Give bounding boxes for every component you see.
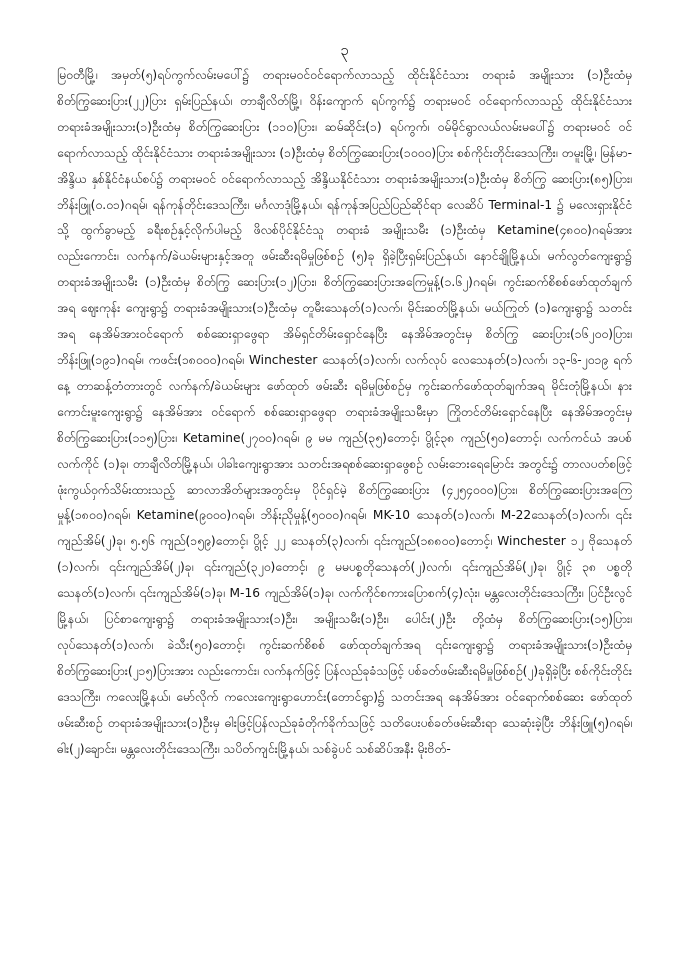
page-number: ၃ <box>340 41 349 59</box>
body-paragraph: မြဝတီမြို့၊ အမှတ်(၅)ရပ်ကွက်လမ်းမပေါ်၌ တရားမဝင်ဝင်ရောက်လာသည့် ထိုင်းနိုင်ငံသား တရားခံ အမျိုးသား (၁)ဦးထံမှ စိတ်ကြွဆေးပြား(၂၂)ပြား ရှမ်းပြည်နယ်၊ တာချီလိတ်မြို့၊ ဝိန်းကျောက် ရပ်ကွက်၌ တရားမဝင် ဝင်ရောက်လာသည့် ထိုင်းနိုင်ငံသား တရားခံအမျိုးသား(၁)ဦးထံမှ စိတ်ကြွဆေးပြား (၁၁၀)ပြား၊ ဆမ်ဆိုင်း(၁) ရပ်ကွက်၊ ဝမ်မိုင်ရွာလယ်လမ်းမပေါ်၌ တရားမဝင် ဝင်ရောက်လာသည့် ထိုင်းနိုင်ငံသား တရားခံအမျိုးသား (၁)ဦးထံမှ စိတ်ကြွဆေးပြား(၁၀၀၀)ပြား စစ်ကိုင်းတိုင်းဒေသကြီး၊ တမူးမြို့၊ မြန်မာ-အိန္ဒိယ နှစ်နိုင်ငံနယ်စပ်၌ တရားမဝင် ဝင်ရောက်လာသည့် အိန္ဒိယနိုင်ငံသား တရားခံအမျိုးသား(၁)ဦးထံမှ စိတ်ကြွ ဆေးပြား(၈၅)ပြား၊ ဘိန်းဖြူ(၀.၀၁)ဂရမ်၊ ရန်ကုန်တိုင်းဒေသကြီး၊ မင်္ဂလာဒုံမြို့နယ်၊ ရန်ကုန်အပြည်ပြည်ဆိုင်ရာ လေဆိပ် Terminal-1 ၌ မလေးရှားနိုင်ငံသို့ ထွက်ခွာမည့် ခရီးစဉ်နှင့်လိုက်ပါမည့် ဖိလစ်ပိုင်နိုင်ငံသူ တရားခံ အမျိုးသမီး (၁)ဦးထံမှ Ketamine(၄၈၀၀)ဂရမ်အားလည်းကောင်း၊ လက်နက်/ခဲယမ်းများနှင့်အတူ ဖမ်းဆီးရမိမှုဖြစ်စဉ် (၅)ခု ရှိခဲ့ပြီးရှမ်းပြည်နယ်၊ နောင်ချိုမြို့နယ်၊ မက်လွတ်ကျေးရွာ၌ တရားခံအမျိုးသမီး (၁)ဦးထံမှ စိတ်ကြွ ဆေးပြား(၁၂)ပြား၊ စိတ်ကြွဆေးပြားအကြေမှုန့်(၁.၆၂)ဂရမ်၊ ကွင်းဆက်စိစစ်ဖော်ထုတ်ချက်အရ ဈေးကုန်း ကျေးရွာ၌ တရားခံအမျိုးသား(၁)ဦးထံမှ တူမီးသေနတ်(၁)လက်၊ မိုင်းဆတ်မြို့နယ်၊ မယ်ကြုတ် (၁)ကျေးရွာ၌ သတင်းအရ နေအိမ်အားဝင်ရောက် စစ်ဆေးရှာဖွေရာ အိမ်ရှင်တိမ်းရှောင်နေပြီး နေအိမ်အတွင်းမှ စိတ်ကြွ ဆေးပြား(၁၆၂၀၀)ပြား၊ ဘိန်းဖြူ(၁၉၁)ဂရမ်၊ ကဖင်း(၁၈၀၀၀)ဂရမ်၊ Winchester သေနတ်(၁)လက်၊ လက်လုပ် လေသေနတ်(၁)လက်၊ ၁၃-၆-၂၀၁၉ ရက်နေ့ တာဆန့်တံတားတွင် လက်နက်/ခဲယမ်းများ ဖော်ထုတ် ဖမ်းဆီး ရမိမှုဖြစ်စဉ်မှ ကွင်းဆက်ဖော်ထုတ်ချက်အရ မိုင်းတုံမြို့နယ်၊ နားကောင်းမူးကျေးရွာ၌ နေအိမ်အား ဝင်ရောက် စစ်ဆေးရှာဖွေရာ တရားခံအမျိုးသမီးမှာ ကြိုတင်တိမ်းရှောင်နေပြီး နေအိမ်အတွင်းမှ စိတ်ကြွဆေးပြား(၁၁၅)ပြား၊ Ketamine(၂၇၀၀)ဂရမ်၊ ၉ မမ ကျည်(၃၅)တောင့်၊ ပွိုင့်၃၈ ကျည်(၅၀)တောင့်၊ လက်ကင်ယံ အပစ်လက်ကိုင် (၁)ခု၊ တာချီလိတ်မြို့နယ်၊ ပါခါးကျေးရွာအား သတင်းအရစစ်ဆေးရှာဖွေစဉ် လမ်းဘေးရေမြောင်း အတွင်း၌ တာလပတ်စဖြင့် ဖုံးကွယ်ဝှက်သိမ်းထားသည့် ဆာလာအိတ်များအတွင်းမှ ပိုင်ရှင်မဲ့ စိတ်ကြွဆေးပြား (၄၂၅၄၀၀၀)ပြား၊ စိတ်ကြွဆေးပြားအကြေမှုန့်(၁၈၀၀)ဂရမ်၊ Ketamine(၉၀၀၀)ဂရမ်၊ ဘိန်းညိုမှုန့်(၅၀၀၀)ဂရမ်၊ MK-10 သေနတ်(၁)လက်၊ M-22သေနတ်(၁)လက်၊ ၎င်းကျည်အိမ်(၂)ခု၊ ၅.၅၆ ကျည်(၁၅၉)တောင့်၊ ပွိုင့် ၂၂ သေနတ်(၃)လက်၊ ၎င်းကျည်(၁၈၈၀၀)တောင့်၊ Winchester ၁၂ ဗိုသေနတ် (၁)လက်၊ ၎င်းကျည်အိမ်(၂)ခု၊ ၎င်းကျည်(၃၂၀)တောင့်၊ ၉ မမပစ္စတိုသေနတ်(၂)လက်၊ ၎င်းကျည်အိမ်(၂)ခု၊ ပွိုင့် ၃၈ ပစ္စတိုသေနတ်(၁)လက်၊ ၎င်းကျည်အိမ်(၁)ခု၊ M-16 ကျည်အိမ်(၁)ခု၊ လက်ကိုင်စကားပြောစက်(၄)လုံး၊ မန္တလေးတိုင်းဒေသကြီး၊ ပြင်ဦးလွင်မြို့နယ်၊ ပြင်စာကျေးရွာ၌ တရားခံအမျိုးသား(၁)ဦး၊ အမျိုးသမီး(၁)ဦး၊ ပေါင်း(၂)ဦး တို့ထံမှ စိတ်ကြွဆေးပြား(၁၅)ပြား၊ လုပ်သေနတ်(၁)လက်၊ ခဲသီး(၅၀)တောင့်၊ ကွင်းဆက်စိစစ် ဖော်ထုတ်ချက်အရ ၎င်းကျေးရွာ၌ တရားခံအမျိုးသား(၁)ဦးထံမှ စိတ်ကြွဆေးပြား(၂၁၅)ပြားအား လည်းကောင်း၊ လက်နက်ဖြင့် ပြန်လည်ခုခံသဖြင့် ပစ်ခတ်ဖမ်းဆီးရမိမှုဖြစ်စဉ်(၂)ခုရှိခဲ့ပြီး စစ်ကိုင်းတိုင်းဒေသကြီး၊ ကလေးမြို့နယ်၊ မော်လိုက် ကလေးကျေးရွာဟောင်း(တောင်ရွာ)၌ သတင်းအရ နေအိမ်အား ဝင်ရောက်စစ်ဆေး ဖော်ထုတ်ဖမ်းဆီးစဉ် တရားခံအမျိုးသား(၁)ဦးမှ ဓါးဖြင့်ပြန်လည်ခုခံတိုက်ခိုက်သဖြင့် သတိပေးပစ်ခတ်ဖမ်းဆီးရာ သေဆုံးခဲ့ပြီး ဘိန်းဖြူ(၅)ဂရမ်၊ ဓါး(၂)ချောင်း၊ မန္တလေးတိုင်းဒေသကြီး၊ သပိတ်ကျင်းမြို့နယ်၊ သစ်ခွဲပင် သစ်ဆိပ်အနီး မိုးဗိတ်- <box>57 68 632 756</box>
